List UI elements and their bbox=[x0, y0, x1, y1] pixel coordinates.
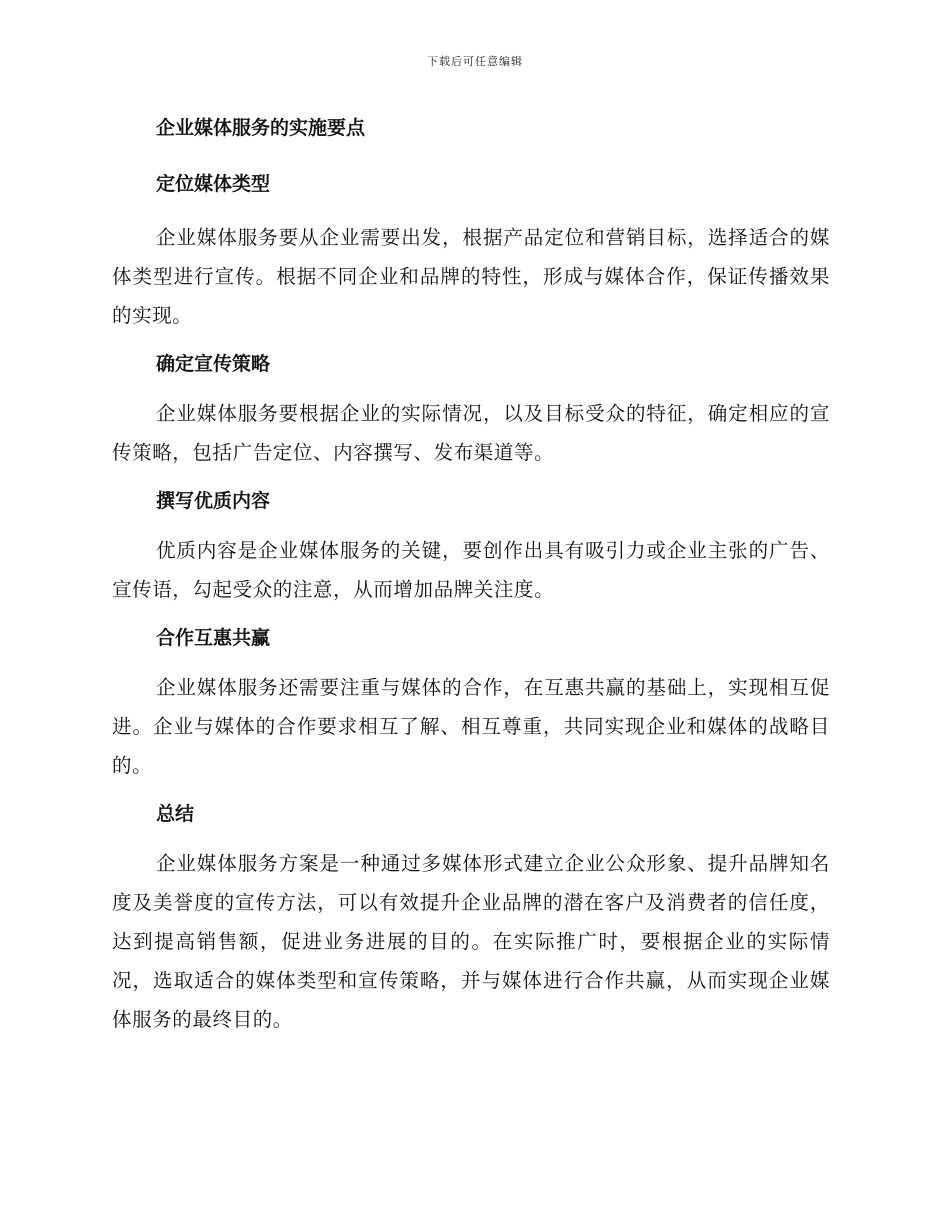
document-body bbox=[112, 108, 830, 1048]
section-heading: 总结 bbox=[156, 803, 195, 825]
section-paragraph: 企业媒体服务要从企业需要出发，根据产品定位和营销目标，选择适合的媒体类型进行宣传。根据不同企业和品牌的特性，形成与媒体合作，保证传播效果的实现。 bbox=[112, 226, 830, 327]
page-header: 下载后可任意编辑 bbox=[427, 55, 523, 68]
section-paragraph: 企业媒体服务方案是一种通过多媒体形式建立企业公众形象、提升品牌知名度及美誉度的宣传方法，可以有效提升企业品牌的潜在客户及消费者的信任度，达到提高销售额，促进业务进展的目的。在实际推广时，要根据企业的实际情况，选取适合的媒体类型和宣传策略，并与媒体进行合作共赢，从而实现企业媒体服务的最终目的。 bbox=[112, 852, 830, 1031]
section-paragraph: 优质内容是企业媒体服务的关键，要创作出具有吸引力或企业主张的广告、宣传语，勾起受众的注意，从而增加品牌关注度。 bbox=[112, 539, 830, 601]
section-paragraph: 企业媒体服务要根据企业的实际情况，以及目标受众的特征，确定相应的宣传策略，包括广告定位、内容撰写、发布渠道等。 bbox=[112, 402, 830, 464]
section-heading: 合作互惠共赢 bbox=[156, 627, 271, 649]
section-heading: 撰写优质内容 bbox=[156, 490, 271, 512]
section-heading: 定位媒体类型 bbox=[156, 173, 271, 195]
section-heading: 确定宣传策略 bbox=[156, 353, 271, 375]
section-paragraph: 企业媒体服务还需要注重与媒体的合作，在互惠共赢的基础上，实现相互促进。企业与媒体的合作要求相互了解、相互尊重，共同实现企业和媒体的战略目的。 bbox=[112, 676, 830, 777]
document-title: 企业媒体服务的实施要点 bbox=[156, 117, 366, 139]
